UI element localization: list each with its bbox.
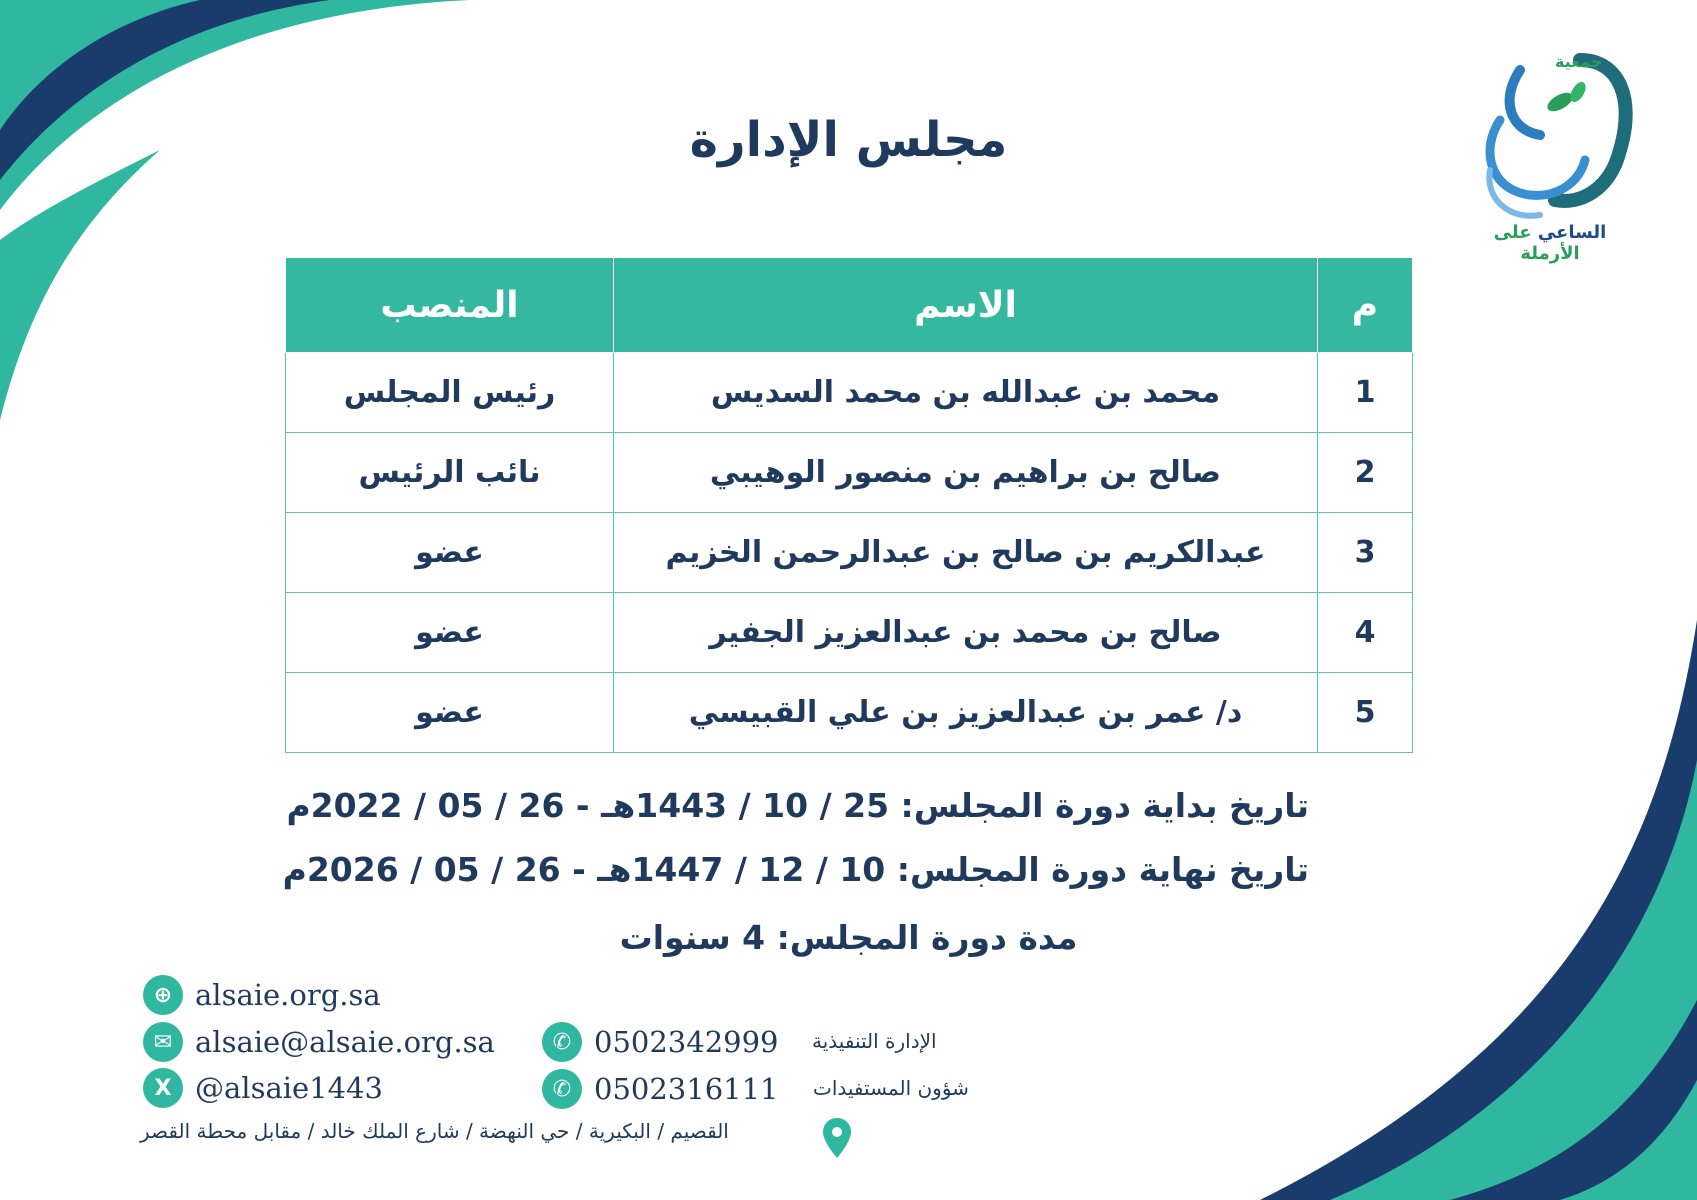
board-members-table bbox=[285, 257, 1413, 753]
phone1-contact[interactable] bbox=[542, 1022, 779, 1062]
table-row bbox=[286, 513, 1413, 593]
member-name: صالح بن محمد بن عبدالعزيز الجفير bbox=[614, 593, 1318, 673]
logo-top-text: جمعية bbox=[1555, 52, 1603, 71]
table-row bbox=[286, 673, 1413, 753]
phone1-number[interactable]: 0502342999 bbox=[594, 1025, 779, 1059]
term-duration: مدة دورة المجلس: 4 سنوات bbox=[619, 918, 1078, 957]
logo-name bbox=[1470, 222, 1630, 264]
email-contact[interactable] bbox=[143, 1022, 495, 1062]
member-position: عضو bbox=[286, 593, 614, 673]
member-position: عضو bbox=[286, 673, 614, 753]
table-row bbox=[286, 433, 1413, 513]
twitter-contact[interactable] bbox=[143, 1068, 383, 1108]
email-link[interactable]: alsaie@alsaie.org.sa bbox=[195, 1025, 495, 1059]
logo-name-part1: الساعي bbox=[1537, 222, 1607, 243]
row-number: 1 bbox=[1318, 353, 1413, 433]
member-name: د/ عمر بن عبدالعزيز بن علي القبيسي bbox=[614, 673, 1318, 753]
phone2-number[interactable]: 0502316111 bbox=[594, 1072, 779, 1106]
row-number: 3 bbox=[1318, 513, 1413, 593]
twitter-handle[interactable]: @alsaie1443 bbox=[195, 1071, 383, 1105]
whatsapp-icon: ✆ bbox=[542, 1022, 582, 1062]
x-logo-icon: X bbox=[143, 1068, 183, 1108]
whatsapp-icon: ✆ bbox=[542, 1069, 582, 1109]
website-link[interactable]: alsaie.org.sa bbox=[195, 978, 381, 1012]
mail-icon: ✉ bbox=[143, 1022, 183, 1062]
term-start-date: تاريخ بداية دورة المجلس: 25 / 10 / 1443هـ - 26 / 05 / 2022م bbox=[286, 786, 1309, 825]
phone2-label: شؤون المستفيدات bbox=[813, 1076, 969, 1100]
phone1-label: الإدارة التنفيذية bbox=[812, 1029, 937, 1053]
phone2-contact[interactable] bbox=[542, 1069, 779, 1109]
page-title: مجلس الإدارة bbox=[689, 112, 1008, 168]
table-header-row bbox=[286, 258, 1413, 353]
location-pin-icon bbox=[823, 1118, 851, 1158]
website-contact[interactable] bbox=[143, 975, 381, 1015]
globe-icon: ⊕ bbox=[143, 975, 183, 1015]
member-name: صالح بن براهيم بن منصور الوهيبي bbox=[614, 433, 1318, 513]
logo-name-part2: على الأرملة bbox=[1493, 222, 1580, 264]
row-number: 5 bbox=[1318, 673, 1413, 753]
member-name: محمد بن عبدالله بن محمد السديس bbox=[614, 353, 1318, 433]
table-row bbox=[286, 353, 1413, 433]
term-end-date: تاريخ نهاية دورة المجلس: 10 / 12 / 1447هـ - 26 / 05 / 2026م bbox=[282, 850, 1309, 889]
table-row bbox=[286, 593, 1413, 673]
address-text: القصيم / البكيرية / حي النهضة / شارع الملك خالد / مقابل محطة القصر bbox=[140, 1119, 729, 1143]
member-name: عبدالكريم بن صالح بن عبدالرحمن الخزيم bbox=[614, 513, 1318, 593]
header-name: الاسم bbox=[614, 258, 1318, 353]
header-number: م bbox=[1318, 258, 1413, 353]
member-position: نائب الرئيس bbox=[286, 433, 614, 513]
row-number: 2 bbox=[1318, 433, 1413, 513]
member-position: عضو bbox=[286, 513, 614, 593]
row-number: 4 bbox=[1318, 593, 1413, 673]
header-position: المنصب bbox=[286, 258, 614, 353]
member-position: رئيس المجلس bbox=[286, 353, 614, 433]
